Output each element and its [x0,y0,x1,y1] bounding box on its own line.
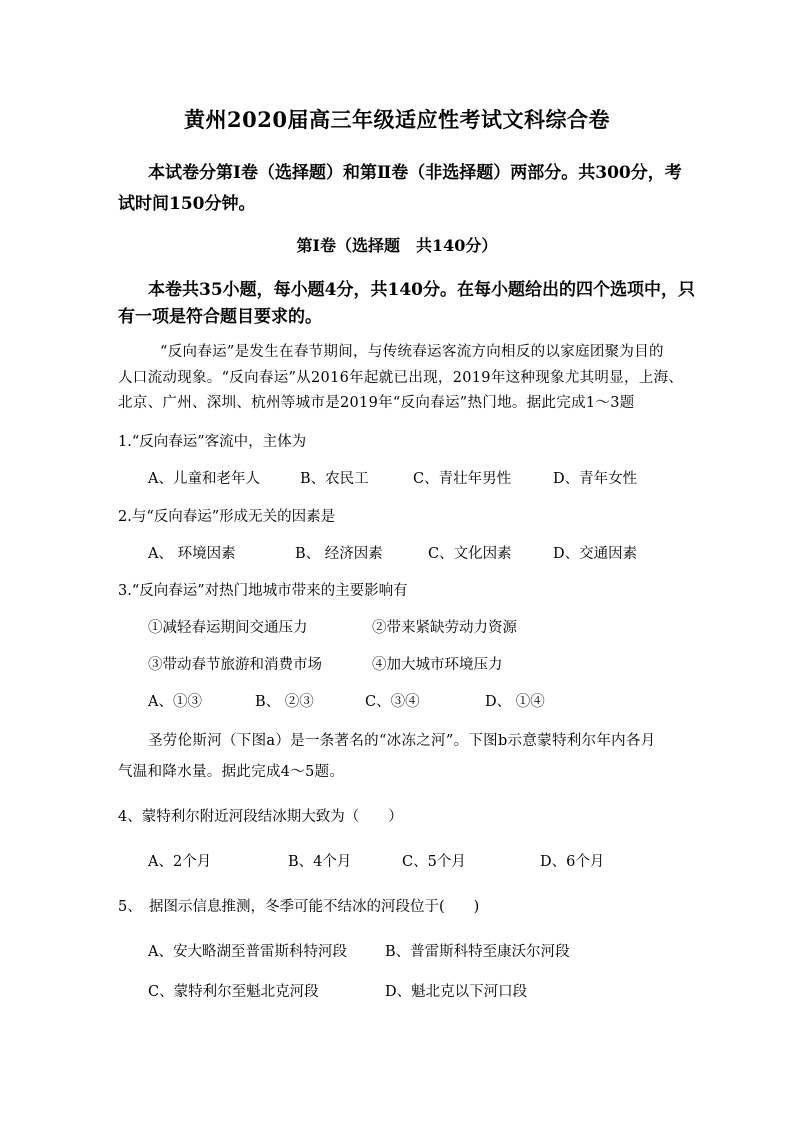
intro-line-1: 本试卷分第Ⅰ卷（选择题）和第Ⅱ卷（非选择题）两部分。共300分，考 [148,163,682,183]
question-3-statement-4: ④加大城市环境压力 [372,657,503,673]
section-title: 第Ⅰ卷（选择题 共140分） [296,236,498,255]
question-3-option-c: C、③④ [365,694,420,710]
question-2-stem: 2.与“反向春运”形成无关的因素是 [118,509,336,525]
question-5-option-b: B、普雷斯科特至康沃尔河段 [385,944,570,960]
intro-line-2: 试时间150分钟。 [118,194,256,214]
question-3-statement-1: ①减轻春运期间交通压力 [148,620,308,636]
passage1-line-3: 北京、广州、深圳、杭州等城市是2019年“反向春运”热门地。据此完成1～3题 [118,395,635,411]
question-2-option-d: D、交通因素 [553,546,638,562]
question-3-options [0,690,794,710]
question-4-stem: 4、蒙特利尔附近河段结冰期大致为（ ） [118,809,403,825]
question-1-option-c: C、青壮年男性 [413,471,512,487]
question-4-option-c: C、5个月 [402,854,466,870]
question-5-stem: 5、 据图示信息推测，冬季可能不结冰的河段位于( ) [118,899,480,915]
exam-title: 黄州2020届高三年级适应性考试文科综合卷 [184,107,610,132]
passage2-line-2: 气温和降水量。据此完成4～5题。 [118,764,345,780]
question-4-option-b: B、4个月 [288,854,352,870]
question-5-options-row-1 [0,940,794,960]
question-4-option-d: D、6个月 [540,854,605,870]
question-4-options [0,850,794,870]
question-1-options [0,467,794,487]
passage2-line-1: 圣劳伦斯河（下图a）是一条著名的“冰冻之河”。下图b示意蒙特利尔年内各月 [148,733,656,749]
question-1-stem: 1.“反向春运”客流中，主体为 [118,434,307,450]
question-3-statement-3: ③带动春节旅游和消费市场 [148,657,322,673]
question-5-option-a: A、安大略湖至普雷斯科特河段 [148,944,347,960]
question-1-option-d: D、青年女性 [553,471,638,487]
instruction-line-1: 本卷共35小题，每小题4分，共140分。在每小题给出的四个选项中，只 [148,280,695,300]
question-5-option-c: C、蒙特利尔至魁北克河段 [148,984,319,1000]
question-4-option-a: A、2个月 [148,854,212,870]
passage1-line-2: 人口流动现象。“反向春运”从2016年起就已出现，2019年这种现象尤其明显，上海、 [118,370,684,386]
question-1-option-b: B、农民工 [300,471,369,487]
question-3-option-b: B、 ②③ [255,694,314,710]
instruction-line-2: 有一项是符合题目要求的。 [118,307,322,327]
question-3-option-d: D、 ①④ [485,694,545,710]
question-5-options-row-2 [0,980,794,1000]
question-3-statements-row-2 [0,653,794,673]
question-3-statement-2: ②带来紧缺劳动力资源 [372,620,517,636]
question-5-option-d: D、魁北克以下河口段 [385,984,528,1000]
question-3-option-a: A、①③ [148,694,202,710]
question-1-option-a: A、儿童和老年人 [148,471,260,487]
question-3-stem: 3.“反向春运”对热门地城市带来的主要影响有 [118,583,408,599]
question-2-option-b: B、 经济因素 [295,546,383,562]
passage1-line-1: “反向春运”是发生在春节期间，与传统春运客流方向相反的以家庭团聚为目的 [160,344,664,360]
question-2-options [0,542,794,562]
question-2-option-a: A、 环境因素 [148,546,236,562]
question-3-statements-row-1 [0,616,794,636]
question-2-option-c: C、文化因素 [428,546,512,562]
